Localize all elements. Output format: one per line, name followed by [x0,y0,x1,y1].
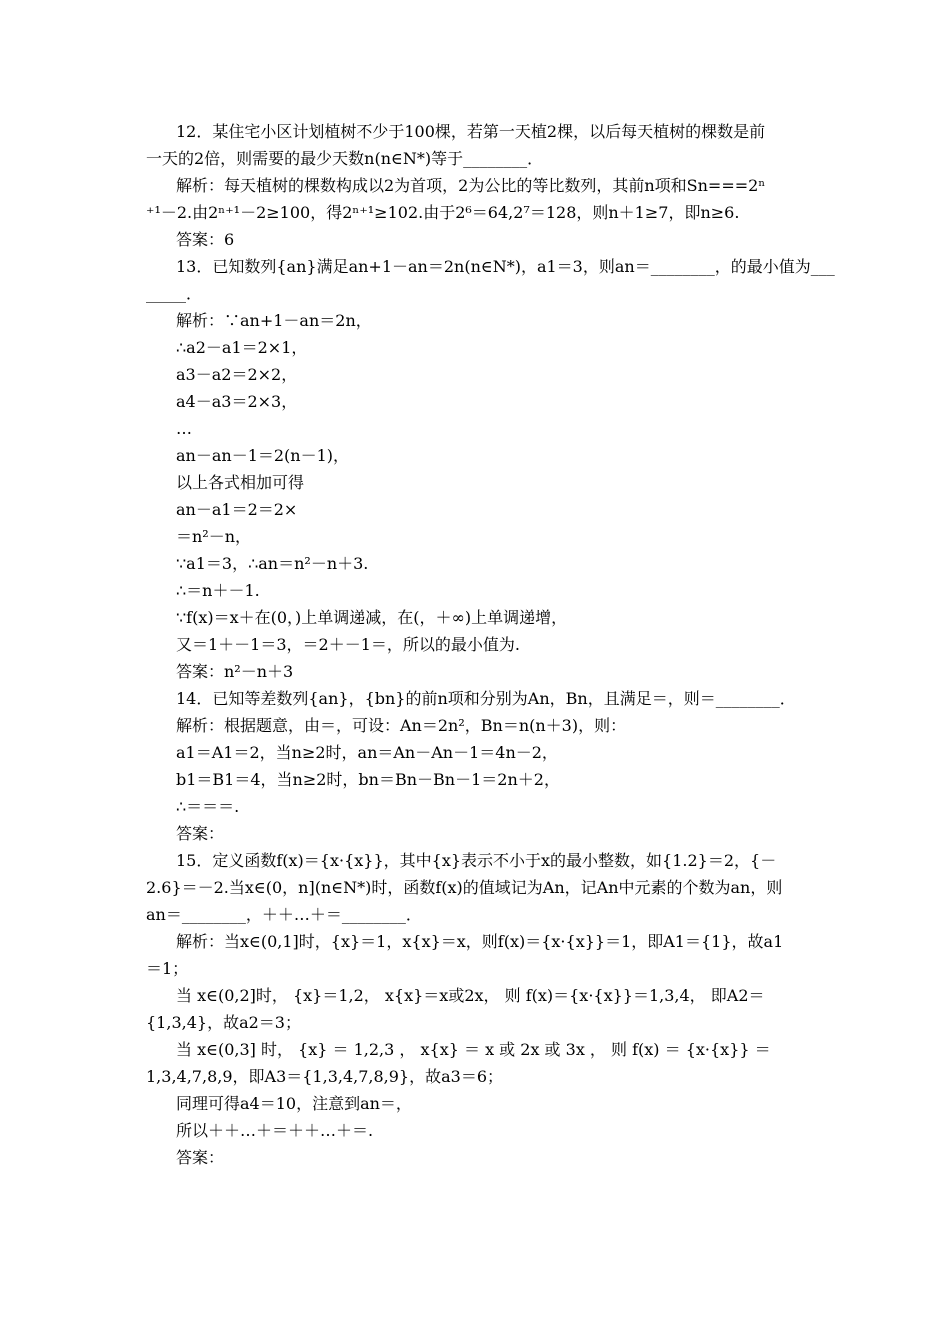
text-line: an－a1＝2＝2× [176,500,298,519]
text-line: ＝1； [146,959,189,978]
text-line: 解析：∵an+1－an＝2n， [176,311,372,330]
text-line: ∴＝＝＝. [176,797,240,816]
text-line: 解析：当x∈(0,1]时，{x}＝1，x{x}＝x，则f(x)＝{x·{x}}＝1，即A1＝{1}，故a1 [176,932,784,951]
text-line: ∵f(x)＝x＋在(0，)上单调递减，在(，＋∞)上单调递增， [176,608,568,627]
text-line: 12．某住宅小区计划植树不少于100棵，若第一天植2棵，以后每天植树的棵数是前 [176,122,766,141]
text-line: ∵a1＝3，∴an＝n²－n＋3. [176,554,369,573]
text-line: ∴＝n＋－1. [176,581,260,600]
text-line: 以上各式相加可得 [176,473,305,492]
text-line: 13．已知数列{an}满足an+1－an＝2n(n∈N*)，a1＝3，则an＝________，的最小值为___ [176,257,835,276]
text-line: … [176,419,192,438]
text-line: b1＝B1＝4，当n≥2时，bn＝Bn－Bn－1＝2n＋2， [176,770,560,789]
text-line: 2.6}＝－2.当x∈(0，n](n∈N*)时，函数f(x)的值域记为An，记An中元素的个数为an，则 [146,878,783,897]
text-line: 14．已知等差数列{an}，{bn}的前n项和分别为An，Bn，且满足＝，则＝________． [176,689,796,708]
text-line: 同理可得a4＝10，注意到an＝， [176,1094,412,1113]
text-line: _____． [146,284,203,303]
text-line: 答案：n²－n＋3 [176,662,294,681]
text-line: 又＝1＋－1＝3，＝2＋－1＝，所以的最小值为. [176,635,520,654]
text-line: 1,3,4,7,8,9，即A3＝{1,3,4,7,8,9}，故a3＝6； [146,1067,504,1086]
text-line: 当 x∈(0,3] 时， {x} ＝ 1,2,3 ， x{x} ＝ x 或 2x 或 3x ， 则 f(x) ＝ {x·{x}} ＝ [176,1040,771,1059]
text-line: ⁺¹－2.由2ⁿ⁺¹－2≥100，得2ⁿ⁺¹≥102.由于2⁶＝64,2⁷＝128，则n＋1≥7，即n≥6. [146,203,740,222]
text-line: 解析：根据题意，由＝，可设：An＝2n²，Bn＝n(n＋3)，则： [176,716,627,735]
text-line: 答案： [176,824,225,843]
text-line: 15．定义函数f(x)＝{x·{x}}，其中{x}表示不小于x的最小整数，如{1.2}＝2，{－ [176,851,777,870]
text-line: 所以＋＋…＋＝＋＋…＋＝. [176,1121,374,1140]
text-line: 解析：每天植树的棵数构成以2为首项，2为公比的等比数列，其前n项和Sn===2ⁿ [176,176,766,195]
document-body [146,118,835,1171]
text-line: 当 x∈(0,2]时， {x}＝1,2， x{x}＝x或2x， 则 f(x)＝{x·{x}}＝1,3,4， 即A2＝ [176,986,765,1005]
text-line: 答案： [176,1148,225,1167]
text-line: 答案：6 [176,230,235,249]
text-line: 一天的2倍，则需要的最少天数n(n∈N*)等于________． [146,149,544,168]
text-line: ∴a2－a1＝2×1， [176,338,308,357]
text-line: an＝________，＋＋…＋＝________． [146,905,422,924]
text-line: an－an－1＝2(n－1)， [176,446,350,465]
text-line: {1,3,4}，故a2＝3； [146,1013,301,1032]
text-line: ＝n²－n， [176,527,252,546]
text-line: a3－a2＝2×2， [176,365,298,384]
text-line: a1＝A1＝2，当n≥2时，an＝An－An－1＝4n－2， [176,743,558,762]
text-line: a4－a3＝2×3， [176,392,298,411]
